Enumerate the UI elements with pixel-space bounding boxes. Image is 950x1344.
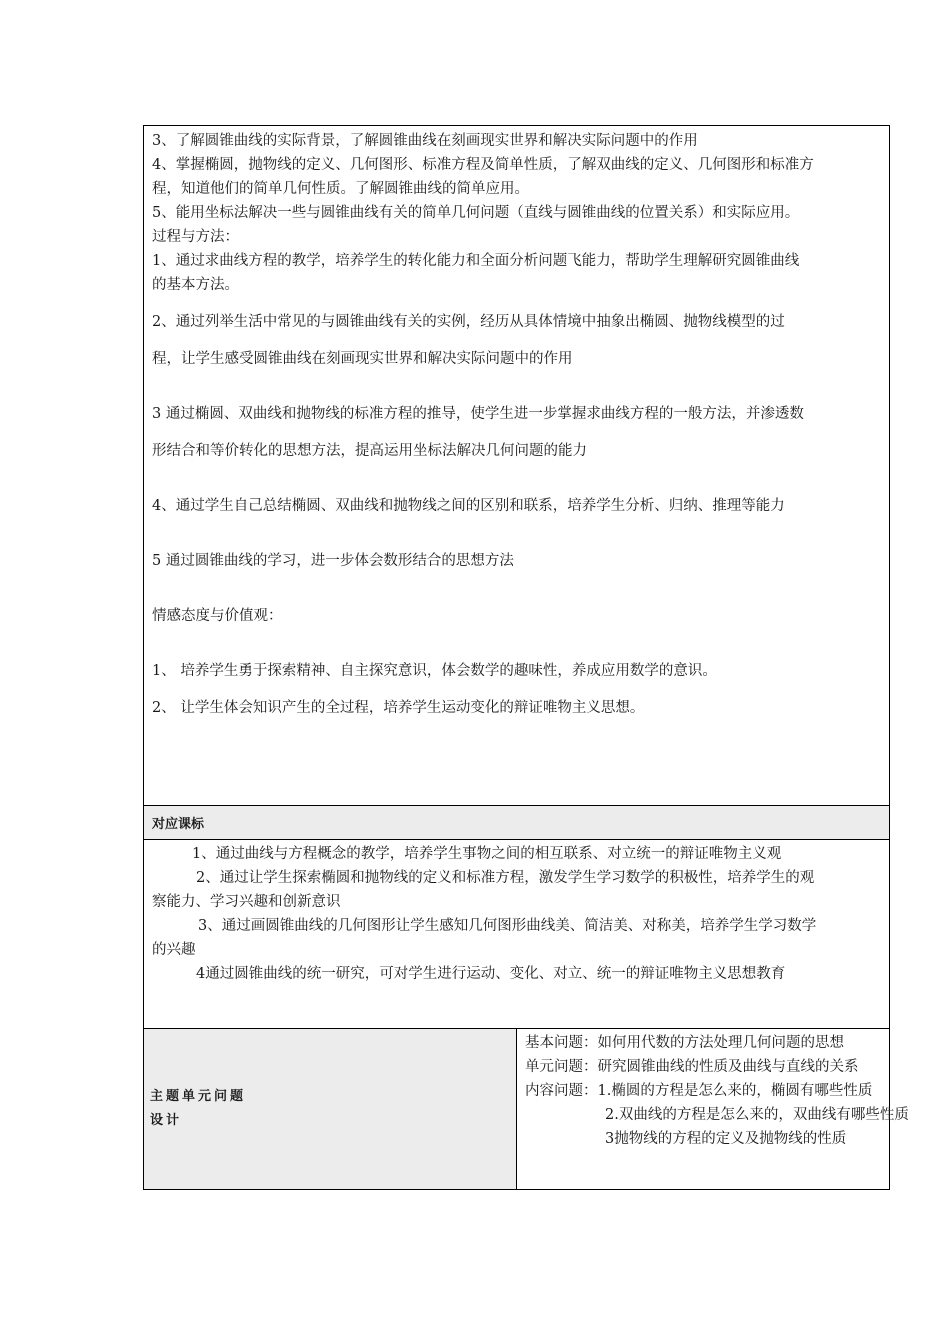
standards-header-cell bbox=[144, 806, 890, 840]
standard-line: 4通过圆锥曲线的统一研究，可对学生进行运动、变化、对立、统一的辩证唯物主义思想教育 bbox=[196, 966, 786, 982]
standard-line: 3、通过画圆锥曲线的几何图形让学生感知几何图形曲线美、简洁美、对称美，培养学生学习数学 bbox=[198, 918, 817, 934]
goal-line: 4、通过学生自己总结椭圆、双曲线和抛物线之间的区别和联系，培养学生分析、归纳、推理等能力 bbox=[152, 498, 785, 514]
goal-line: 的基本方法。 bbox=[152, 277, 239, 293]
topic-label-line1: 主题单元问题 bbox=[150, 1089, 247, 1104]
standard-line: 2、通过让学生探索椭圆和抛物线的定义和标准方程，激发学生学习数学的积极性，培养学生的观 bbox=[196, 870, 815, 886]
content-question-2: 2.双曲线的方程是怎么来的，双曲线有哪些性质 bbox=[605, 1107, 909, 1123]
standards-cell bbox=[144, 840, 890, 1029]
goal-line: 1、 培养学生勇于探索精神、自主探究意识，体会数学的趣味性，养成应用数学的意识。 bbox=[152, 663, 717, 679]
goal-line: 程，知道他们的简单几何性质。了解圆锥曲线的简单应用。 bbox=[152, 181, 529, 197]
process-method-heading: 过程与方法： bbox=[152, 229, 239, 245]
lesson-plan-table bbox=[143, 125, 909, 1190]
goal-line: 1、通过求曲线方程的教学，培养学生的转化能力和全面分析问题飞能力，帮助学生理解研究圆锥曲线 bbox=[152, 253, 800, 269]
content-question: 内容问题：1.椭圆的方程是怎么来的，椭圆有哪些性质 bbox=[525, 1083, 873, 1099]
content-question-3: 3抛物线的方程的定义及抛物线的性质 bbox=[605, 1131, 847, 1147]
goal-line: 3 通过椭圆、双曲线和抛物线的标准方程的推导，使学生进一步掌握求曲线方程的一般方法，并渗透数 bbox=[152, 406, 804, 422]
goal-line: 3、了解圆锥曲线的实际背景，了解圆锥曲线在刻画现实世界和解决实际问题中的作用 bbox=[152, 133, 698, 149]
teaching-goals-cell bbox=[144, 126, 890, 806]
topic-content-cell bbox=[517, 1029, 909, 1190]
goal-line: 程，让学生感受圆锥曲线在刻画现实世界和解决实际问题中的作用 bbox=[152, 351, 573, 367]
topic-label-cell bbox=[144, 1029, 517, 1190]
goal-line: 5、能用坐标法解决一些与圆锥曲线有关的简单几何问题（直线与圆锥曲线的位置关系）和实际应用。 bbox=[152, 205, 800, 221]
emotion-attitude-heading: 情感态度与价值观： bbox=[152, 608, 283, 624]
goal-line: 2、通过列举生活中常见的与圆锥曲线有关的实例，经历从具体情境中抽象出椭圆、抛物线模型的过 bbox=[152, 314, 785, 330]
standard-line: 察能力、学习兴趣和创新意识 bbox=[152, 894, 341, 910]
goal-line: 2、 让学生体会知识产生的全过程，培养学生运动变化的辩证唯物主义思想。 bbox=[152, 700, 645, 716]
standard-line: 1、通过曲线与方程概念的教学，培养学生事物之间的相互联系、对立统一的辩证唯物主义观 bbox=[192, 846, 782, 862]
standard-line: 的兴趣 bbox=[152, 942, 196, 958]
topic-label-line2: 设计 bbox=[150, 1113, 183, 1128]
standards-title: 对应课标 bbox=[152, 817, 205, 832]
goal-line: 4、掌握椭圆，抛物线的定义、几何图形、标准方程及简单性质，了解双曲线的定义、几何图形和标准方 bbox=[152, 157, 814, 173]
basic-question: 基本问题：如何用代数的方法处理几何问题的思想 bbox=[525, 1035, 844, 1051]
goal-line: 5 通过圆锥曲线的学习，进一步体会数形结合的思想方法 bbox=[152, 553, 514, 569]
goal-line: 形结合和等价转化的思想方法，提高运用坐标法解决几何问题的能力 bbox=[152, 443, 587, 459]
unit-question: 单元问题：研究圆锥曲线的性质及曲线与直线的关系 bbox=[525, 1059, 859, 1075]
